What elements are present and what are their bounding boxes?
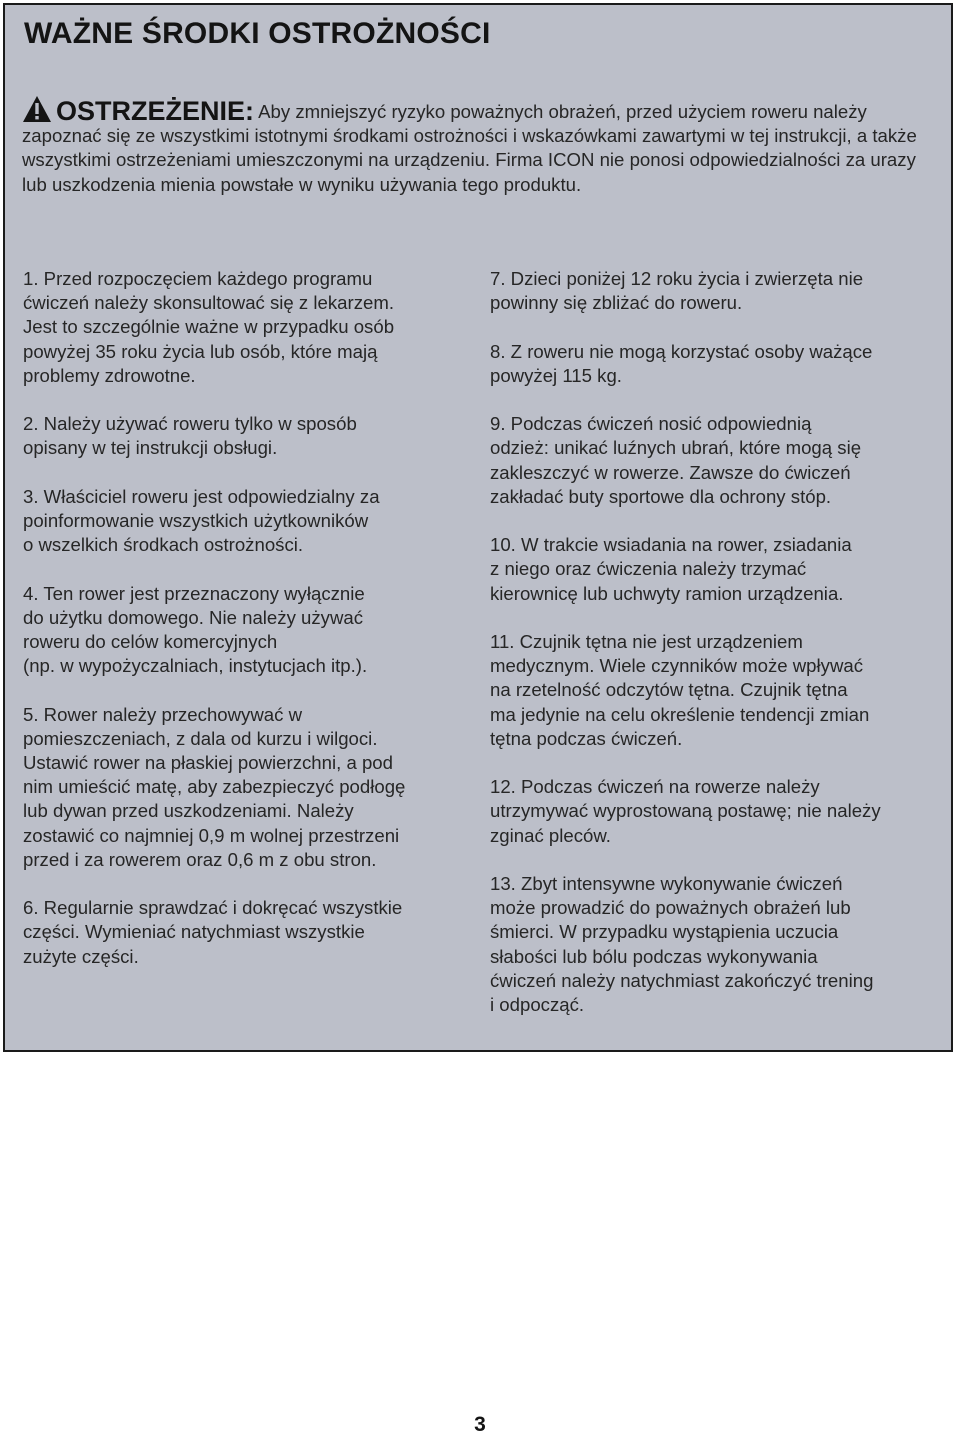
precaution-item: 1. Przed rozpoczęciem każdego programu ćwiczeń należy skonsultować się z lekarzem. Jest to szczególnie ważne w przypadku osób powyżej 35 roku życia lub osób, które mają problemy zdrowotne. xyxy=(23,268,395,386)
precaution-item: 10. W trakcie wsiadania na rower, zsiadania z niego oraz ćwiczenia należy trzymać kierownicę lub uchwyty ramion urządzenia. xyxy=(490,534,852,604)
warning-triangle-icon xyxy=(22,95,52,123)
warning-label: OSTRZEŻENIE: xyxy=(56,96,255,126)
precaution-item: 5. Rower należy przechowywać w pomieszczeniach, z dala od kurzu i wilgoci. Ustawić rower na płaskiej powierzchni, a pod nim umieścić matę, aby zabezpieczyć podłogę lub dywan przed uszkodzeniami. Należy zostawić co najmniej 0,9 m wolnej przestrzeni przed i za rowerem oraz 0,6 m z obu stron. xyxy=(23,703,406,870)
precaution-item: 9. Podczas ćwiczeń nosić odpowiednią odzież: unikać luźnych ubrań, które mogą się zakleszczyć w rowerze. Zawsze do ćwiczeń zakładać buty sportowe dla ochrony stóp. xyxy=(490,413,862,507)
right-column xyxy=(490,267,950,1041)
page-number: 3 xyxy=(474,1413,486,1436)
precaution-item: 4. Ten rower jest przeznaczony wyłącznie do użytku domowego. Nie należy używać roweru do celów komercyjnych (np. w wypożyczalniach, instytucjach itp.). xyxy=(23,582,368,677)
precaution-item: 13. Zbyt intensywne wykonywanie ćwiczeń może prowadzić do poważnych obrażeń lub śmierci. W przypadku wystąpienia uczucia słabości lub bólu podczas wykonywania ćwiczeń należy natychmiast zakończyć trening i odpocząć. xyxy=(490,872,874,1015)
precaution-item: 7. Dzieci poniżej 12 roku życia i zwierzęta nie powinny się zbliżać do roweru. xyxy=(490,268,864,314)
precaution-item: 11. Czujnik tętna nie jest urządzeniem medycznym. Wiele czynników może wpływać na rzetelność odczytów tętna. Czujnik tętna ma jedynie na celu określenie tendencji zmian tętna podczas ćwiczeń. xyxy=(490,630,870,749)
warning-text: Aby zmniejszyć ryzyko poważnych obrażeń, przed użyciem roweru należy zapoznać się ze wszystkimi istotnymi środkami ostrożności i wskazówkami zawartymi w tej instrukcji, a także wszystkimi ostrzeżeniami umieszczonymi na urządzeniu. Firma ICON nie ponosi odpowiedzialności za urazy lub uszkodzenia mienia powstałe w wyniku używania tego produktu. xyxy=(22,101,917,195)
precaution-item: 12. Podczas ćwiczeń na rowerze należy utrzymywać wyprostowaną postawę; nie należy zginać pleców. xyxy=(490,776,881,846)
page-title: WAŻNE ŚRODKI OSTROŻNOŚCI xyxy=(24,17,491,50)
left-column xyxy=(23,267,473,993)
precaution-item: 2. Należy używać roweru tylko w sposób opisany w tej instrukcji obsługi. xyxy=(23,413,357,459)
precaution-item: 8. Z roweru nie mogą korzystać osoby ważące powyżej 115 kg. xyxy=(490,340,873,386)
warning-paragraph xyxy=(22,95,932,197)
precaution-item: 3. Właściciel roweru jest odpowiedzialny za poinformowanie wszystkich użytkowników o wszelkich środkach ostrożności. xyxy=(23,485,380,556)
safety-precautions-box xyxy=(3,3,953,1052)
precaution-item: 6. Regularnie sprawdzać i dokręcać wszystkie części. Wymieniać natychmiast wszystkie zużyte części. xyxy=(23,897,403,967)
